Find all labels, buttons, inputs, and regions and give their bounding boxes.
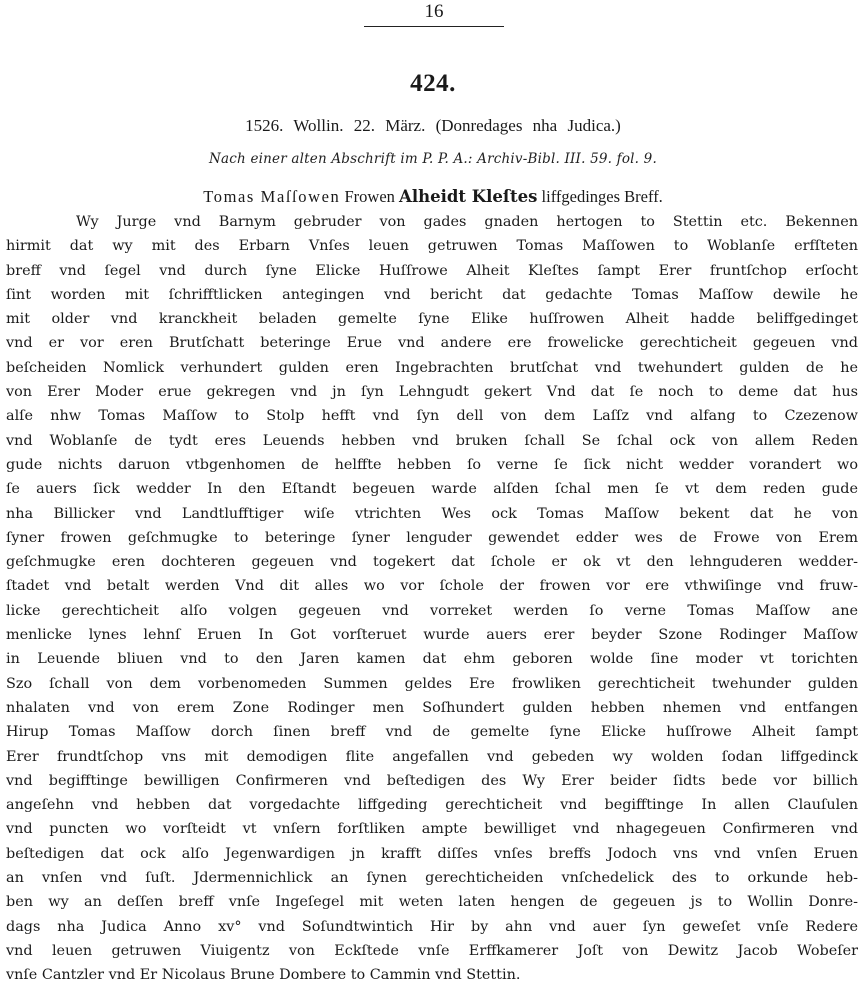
body-line: mit older vnd kranckheit beladen gemelte ſyne Elike huſſrowen Alheit hadde beliffgedinget [6,311,858,328]
body-line: vnd puncten wo vorſteidt vt vnſern forſtliken ampte bewilliget vnd nhagegeuen Confirmeren vnd [6,821,858,838]
source-note: Nach einer alten Abschrift im P. P. A.: Archiv-Bibl. III. 59. fol. 9. [209,151,657,167]
page-number-rule [364,26,504,27]
body-line: von Erer Moder erue gekregen vnd jn ſyn Lehngudt gekert Vnd dat ſe noch to deme dat hus [6,384,858,401]
body-line: licke gerechticheit alſo volgen gegeuen vnd vorreket werden ſo verne Tomas Maſſow ane [6,602,858,619]
body-line: ben wy an deſſen breff vnſe Ingeſegel mit weten laten hengen de gegeuen js to Wollin Donre- [6,894,858,911]
body-line: ſint worden mit ſchrifftlicken antegingen vnd bericht dat gedachte Tomas Maſſow dewile he [6,286,858,303]
body-line: ſyner frowen geſchmugke to beteringe ſyner lenguder gewendet edder wes de Frowe von Erem [6,529,858,546]
body-line: beſcheiden Nomlick verhundert gulden eren Ingebrachten brutſchat vnd twehundert gulden de he [6,359,858,376]
title-suffix: liffgedinges Breff. [537,187,663,206]
body-line: Wy Jurge vnd Barnym gebruder von gades gnaden hertogen to Stettin etc. Bekennen [76,214,858,230]
body-line: Szo ſchall von dem vorbenomeden Summen geldes Ere frowliken gerechticheit twehunder gulden [6,675,858,692]
body-line: ſe auers ſick wedder In den Eſtandt begeuen warde alſden ſchal men ſe vt dem reden gude [6,481,858,498]
document-dateline: 1526. Wollin. 22. März. (Donredages nha Judica.) [245,116,621,135]
body-line: vnſe Cantzler vnd Er Nicolaus Brune Dombere to Cammin vnd Stettin. [6,967,521,984]
title-name: Tomas Maſſowen [203,187,341,206]
title-connector: Frowen [340,187,400,206]
body-line: hirmit dat wy mit des Erbarn Vnſes leuen getruwen Tomas Maſſowen to Woblanſe erfſteten [6,238,858,255]
body-line: vnd leuen getruwen Viuigentz von Eckſtede vnſe Erffkamerer Joſt von Dewitz Jacob Wobeſer [6,942,858,959]
body-line: breff vnd ſegel vnd durch ſyne Elicke Huſſrowe Alheit Kleſtes ſampt Erer fruntſchop erſocht [6,262,858,279]
body-line: nhalaten vnd von erem Zone Rodinger men Soſhundert gulden hebben nhemen vnd entfangen [6,699,858,716]
document-body [6,210,858,988]
body-line: dags nha Judica Anno xv° vnd Soſundtwintich Hir by ahn vnd auer ſyn geweſet vnſe Redere [6,918,858,935]
body-line: beſtedigen dat ock alſo Jegenwardigen jn krafft diſſes vnſes breffs Jodoch vns vnd vnſen Eruen [6,845,858,862]
body-line: Hirup Tomas Maſſow dorch ſinen breff vnd de gemelte ſyne Elicke huſſrowe Alheit ſampt [6,724,858,741]
body-line: geſchmugke eren dochteren gegeuen vnd togekert dat ſchole er ok vt den lehnguderen wedder- [6,554,858,571]
body-line: an vnſen vnd ſuſt. Jdermennichlick an ſynen gerechticheiden vnſchedelick des to orkunde heb- [6,870,858,887]
body-line: gude nichts daruon vtbgenhomen de helffte hebben ſo verne ſe ſick nicht wedder vorandert wo [6,456,858,473]
body-line: alſe nhw Tomas Maſſow to Stolp hefft vnd ſyn dell von dem Laſſz vnd alfang to Czezenow [6,408,858,425]
body-line: nha Billicker vnd Landtlufftiger wiſe vtrichten Wes ock Tomas Maſſow bekent dat he von [6,505,858,522]
body-line: vnd Woblanſe de tydt eres Leuends hebben vnd bruken ſchall Se ſchal ock von allem Reden [6,432,858,449]
document-title [0,187,866,207]
title-bold-name: Alheidt Kleſtes [399,187,538,206]
body-line: in Leuende bliuen vnd to den Jaren kamen dat ehm geboren wolde ſine moder vt torichten [6,651,858,668]
body-line: vnd er vor eren Brutſchatt beteringe Erue vnd andere ere frowelicke gerechticheit gegeuen vnd [6,335,858,352]
body-line: menlicke lynes lehnſ Eruen In Got vorſteruet wurde auers erer beyder Szone Rodinger Maſſow [6,627,858,644]
body-line: Erer frundtſchop vns mit demodigen flite angefallen vnd gebeden wy wolden ſodan liffgedinck [6,748,858,765]
body-line: angeſehn vnd hebben dat vorgedachte liffgeding gerechticheit vnd begifftinge In allen Clauſulen [6,797,858,814]
page-number: 16 [424,1,444,22]
body-line: ſtadet vnd betalt werden Vnd dit alles wo vor ſchole der frowen vor ere vthwiſinge vnd fruw- [6,578,858,595]
document-number: 424. [410,70,456,97]
body-line: vnd begifftinge bewilligen Confirmeren vnd beſtedigen des Wy Erer beider ſidts bede vor billich [6,772,858,789]
